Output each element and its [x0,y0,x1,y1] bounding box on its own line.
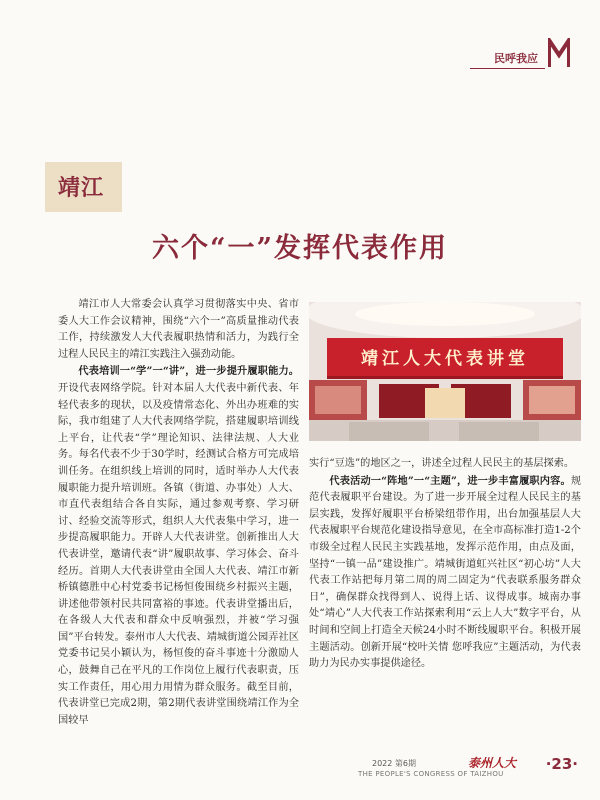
photo-banner-text: 靖江人大代表讲堂 [361,349,529,369]
section-label: 民呼我应 [494,52,538,65]
paragraph [309,473,581,673]
lecture-hall-illustration [309,302,581,441]
paragraph-continued [309,455,581,473]
article-title: 六个“一”发挥代表作用 [151,233,449,264]
article-column-right [309,455,581,673]
magazine-logo: 泰州人大 [468,756,517,770]
paragraph-lead: 代表活动一“阵地”一“主题”，进一步丰富履职内容。 [329,474,571,487]
article-column-left [58,296,299,729]
page-footer [358,755,578,782]
paragraph-text: 开设代表网络学院。针对本届人大代表中新代表、年轻代表多的现状，以及疫情常态化、外出办班难的实际，我市组建了人大代表网络学院，搭建履职培训线上平台，让代表“学”理论知识、法律法规、人大业务。每名代表不少于30学时，经测试合格方可完成培训任务。在组织线上培训的同时，适时举办人大代表履职能力提升培训班。各镇（街道、办事处）人大、市直代表组结合各自实际，通过参观考察、学习研讨、经验交流等形式，组织人大代表集中学习，进一步提高履职能力。开辟人大代表讲堂。创新推出人大代表讲堂，邀请代表“讲”履职故事、学习体会、奋斗经历。首期人大代表讲堂由全国人大代表、靖江市新桥镇德胜中心村党委书记杨恒俊围绕乡村振兴主题，讲述他带领村民共同富裕的事迹。代表讲堂播出后，在各级人大代表和群众中反响强烈，并被“学习强国”平台转发。泰州市人大代表、靖城街道公园弄社区党委书记吴小颖认为，杨恒俊的奋斗事迹十分激励人心，鼓舞自己在平凡的工作岗位上履行代表职责，压实工作责任，用心用力用情为群众服务。截至目前，代表讲堂已完成2期，第2期代表讲堂围绕靖江作为全国较早 [58,382,299,726]
section-divider [470,68,545,69]
paragraph [58,363,299,729]
issue-label: 2022 第6期 [372,759,416,768]
paragraph-text: 规范代表履职平台建设。为了进一步开展全过程人民民主的基层实践，发挥好履职平台桥梁纽带作用，出台加强基层人大代表履职平台规范化建设指导意见，在全市高标准打造1-2个市级全过程人民民主实践基地，发挥示范作用，由点及面，坚持“一镇一品”建设推广。靖城街道虹兴社区“初心坊”人大代表工作站把每月第二周的周二固定为“代表联系服务群众日”，确保群众找得到人、说得上话、议得成事。城南办事处“靖心”人大代表工作站探索利用“云上人大”数字平台，从时间和空间上打造全天候24小时不断线履职平台。积极开展主题活动。创新开展“校叶关情 您呼我应”主题活动，为代表助力为民办实事提供途径。 [309,475,581,670]
location-tag: 靖江 [58,176,105,201]
paragraph-lead: 代表培训一“学”一“讲”，进一步提升履职能力。 [78,365,299,378]
paragraph [58,296,299,363]
section-m-logo-icon [548,38,570,68]
paragraph-text: 实行“豆选”的地区之一，讲述全过程人民民主的基层探索。 [309,458,575,469]
magazine-subtitle: THE PEOPLE'S CONGRESS OF TAIZHOU [358,770,504,778]
lecture-hall-photo [309,302,581,441]
paragraph-text: 靖江市人大常委会认真学习贯彻落实中央、省市委人大工作会议精神，围绕“六个一”高质量推动代表工作，持续激发人大代表履职热情和活力，为践行全过程人民民主的靖江实践注入强劲动能。 [58,299,299,360]
page-number: ·23· [545,755,578,773]
